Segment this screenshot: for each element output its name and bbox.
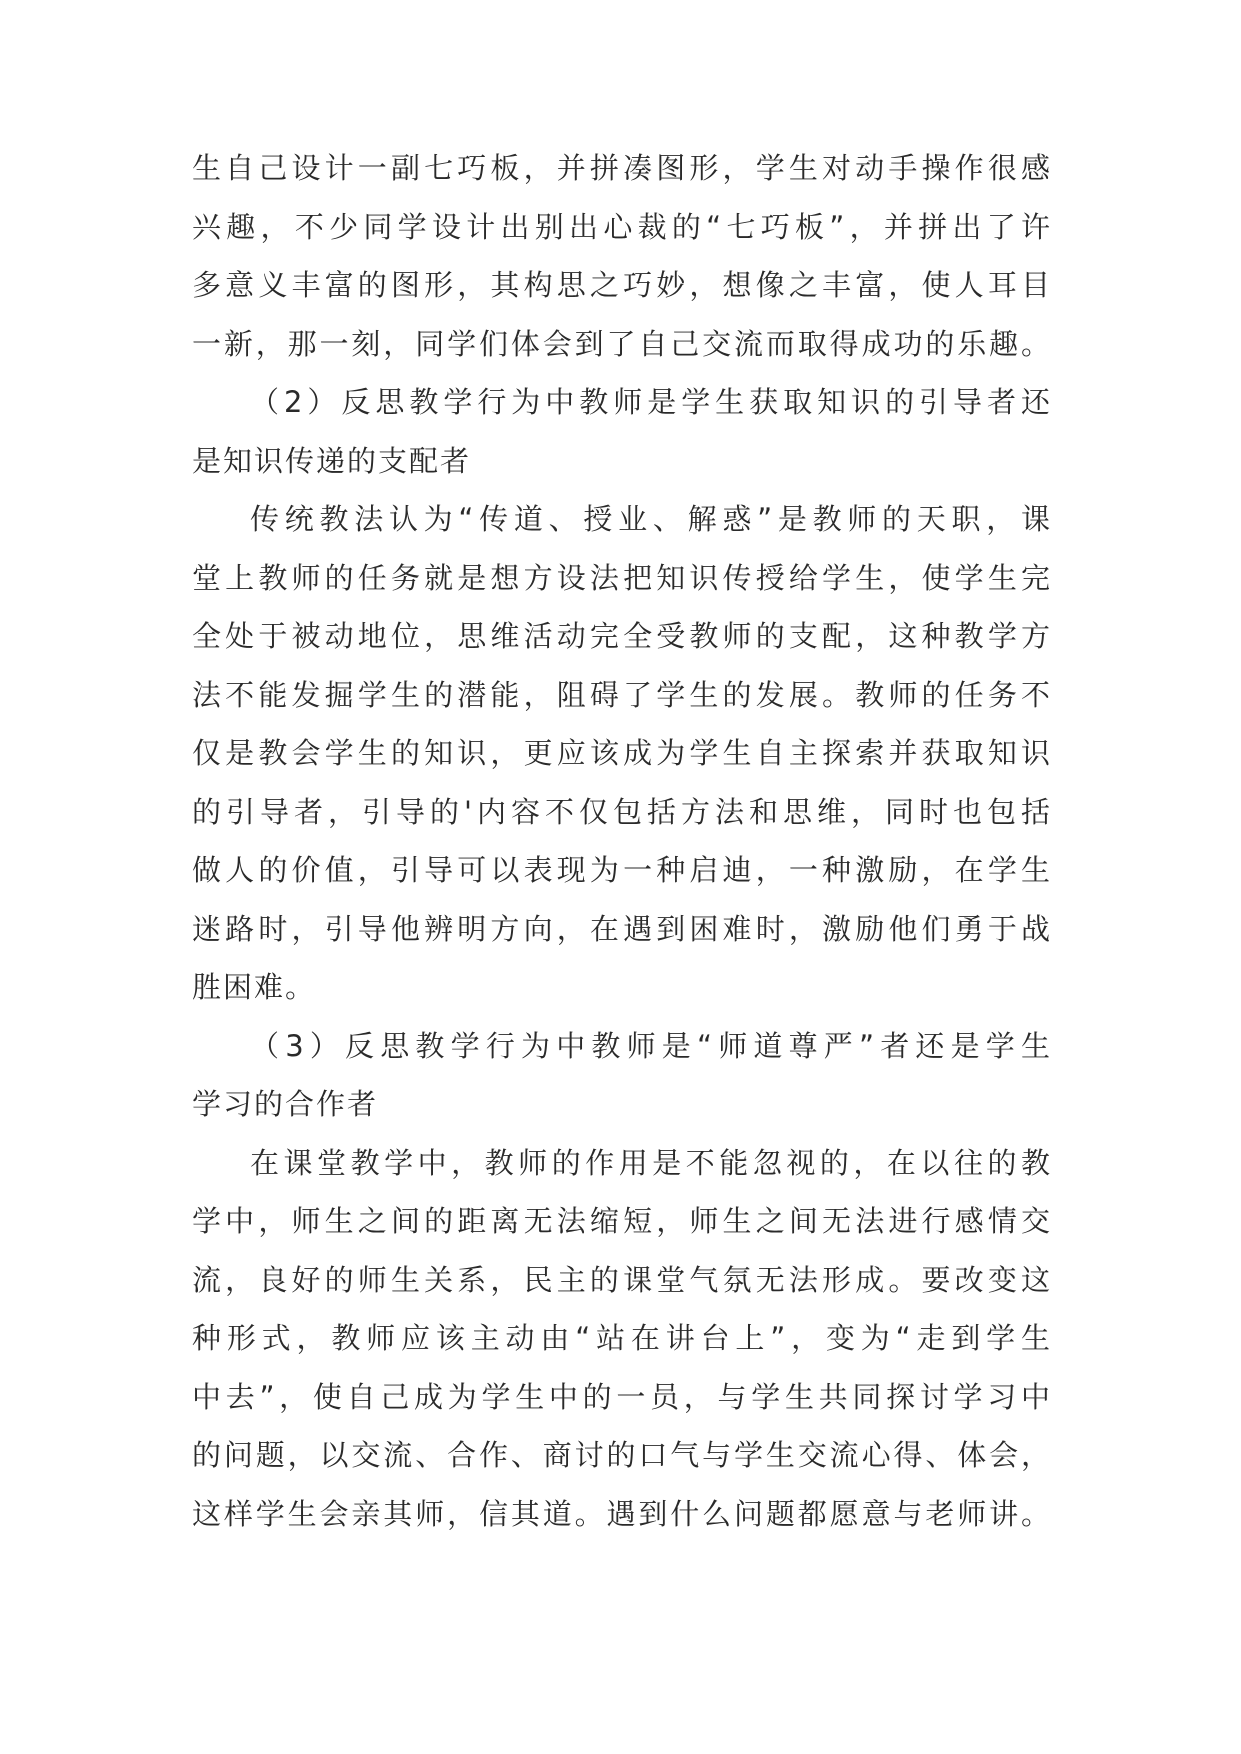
- text-line: 中去”，使自己成为学生中的一员，与学生共同探讨学习中: [192, 1379, 1052, 1414]
- text-line: 多意义丰富的图形，其构思之巧妙，想像之丰富，使人耳目: [192, 268, 1052, 302]
- body-text: [192, 139, 1052, 1543]
- text-line: 在课堂教学中，教师的作用是不能忽视的，在以往的教: [250, 1145, 1052, 1180]
- text-line: 是知识传递的支配者: [192, 443, 472, 478]
- text-line: （2）反思教学行为中教师是学生获取知识的引导者还: [250, 385, 1052, 419]
- text-line: 种形式，教师应该主动由“站在讲台上”，变为“走到学生: [192, 1321, 1052, 1355]
- text-line: 传统教法认为“传道、授业、解惑”是教师的天职，课: [250, 502, 1052, 536]
- text-line: 胜困难。: [192, 970, 317, 1004]
- text-line: 法不能发掘学生的潜能，阻碍了学生的发展。教师的任务不: [192, 677, 1052, 712]
- text-line: 的问题，以交流、合作、商讨的口气与学生交流心得、体会，: [192, 1438, 1052, 1472]
- text-line: （3）反思教学行为中教师是“师道尊严”者还是学生: [250, 1028, 1052, 1063]
- text-line: 的引导者，引导的'内容不仅包括方法和思维，同时也包括: [192, 794, 1052, 829]
- text-line: 做人的价值，引导可以表现为一种启迪，一种激励，在学生: [192, 853, 1052, 887]
- text-line: 学习的合作者: [192, 1087, 379, 1121]
- text-line: 一新，那一刻，同学们体会到了自己交流而取得成功的乐趣。: [192, 326, 1052, 361]
- text-line: 流，良好的师生关系，民主的课堂气氛无法形成。要改变这: [192, 1262, 1052, 1297]
- text-line: 全处于被动地位，思维活动完全受教师的支配，这种教学方: [192, 619, 1052, 653]
- text-line: 生自己设计一副七巧板，并拼凑图形，学生对动手操作很感: [192, 151, 1052, 185]
- text-line: 这样学生会亲其师，信其道。遇到什么问题都愿意与老师讲。: [192, 1496, 1052, 1531]
- text-line: 学中，师生之间的距离无法缩短，师生之间无法进行感情交: [192, 1204, 1052, 1238]
- text-line: 兴趣，不少同学设计出别出心裁的“七巧板”，并拼出了许: [192, 209, 1052, 244]
- text-line: 迷路时，引导他辨明方向，在遇到困难时，激励他们勇于战: [192, 911, 1052, 946]
- text-line: 堂上教师的任务就是想方设法把知识传授给学生，使学生完: [192, 560, 1052, 595]
- text-line: 仅是教会学生的知识，更应该成为学生自主探索并获取知识: [192, 736, 1052, 770]
